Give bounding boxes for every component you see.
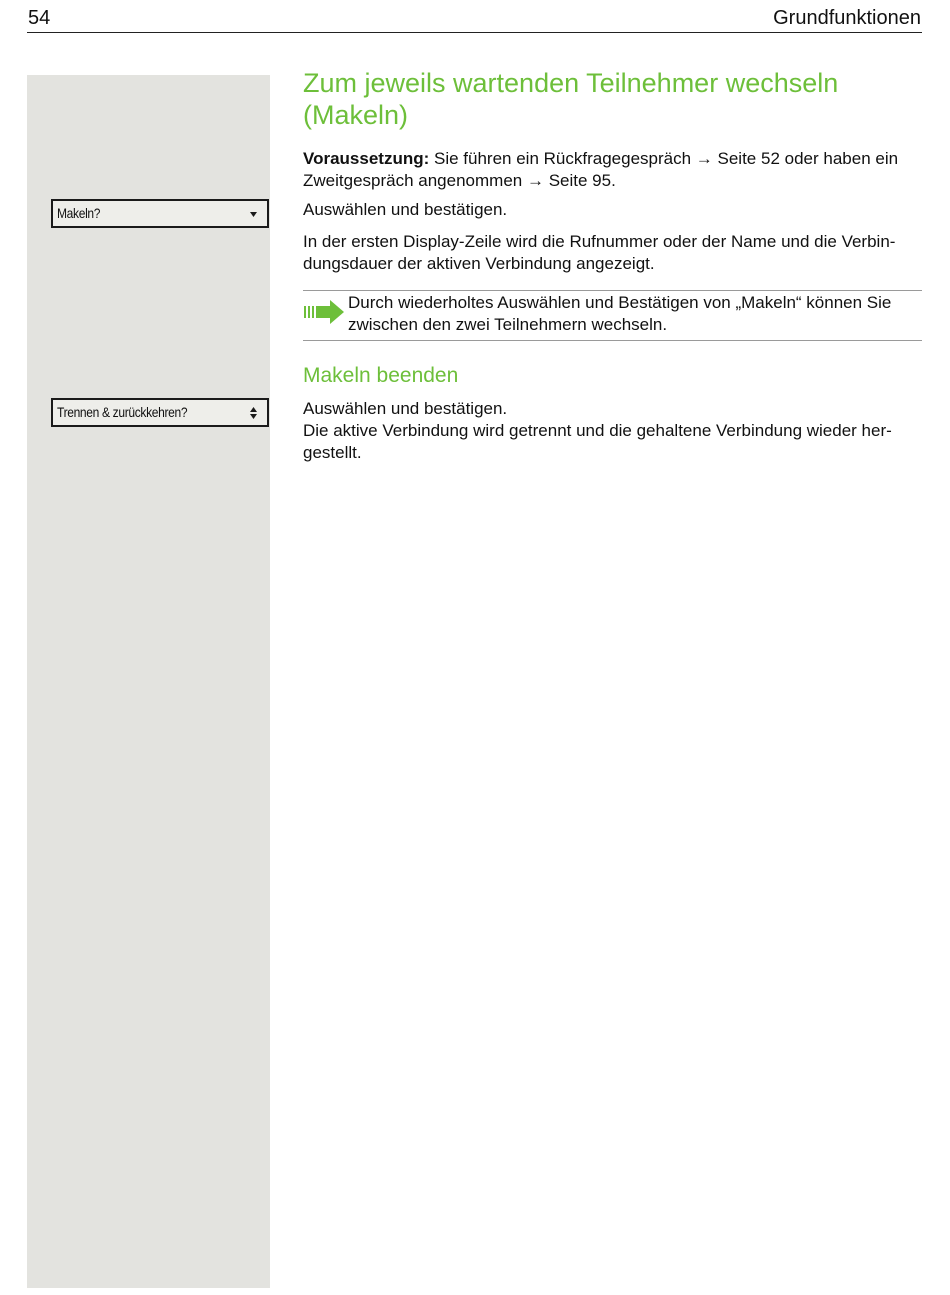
header-divider [27, 32, 922, 33]
display-item-label: Makeln? [57, 205, 101, 221]
page-number: 54 [28, 7, 51, 29]
section-title: Zum jeweils wartenden Teilnehmer wechseln (Makeln) [303, 68, 839, 130]
display-item-label: Trennen & zurückkehren? [57, 404, 188, 420]
subsection-title: Makeln beenden [303, 364, 459, 387]
page-link-95[interactable]: Seite 95 [548, 171, 612, 190]
instruction-select-confirm-2: Auswählen und bestätigen. [303, 399, 508, 418]
arrow-icon: → [695, 149, 713, 168]
chapter-title: Grundfunktionen [773, 7, 921, 29]
note-bottom-rule [303, 340, 922, 341]
prerequisite-end: . [611, 171, 616, 190]
dropdown-arrow-icon [249, 206, 258, 222]
note-top-rule [303, 290, 922, 291]
arrow-icon: → [526, 171, 544, 190]
scroll-updown-icon [249, 405, 258, 421]
prerequisite-text-1: Sie führen ein Rückfragegespräch [434, 149, 692, 168]
note-text: Durch wiederholtes Auswählen und Bestätigen von „Makeln“ können Sie zwischen den zwei Teilnehmern wechseln. [348, 293, 892, 334]
instruction-select-confirm: Auswählen und bestätigen. [303, 200, 508, 219]
note-arrow-icon [303, 299, 345, 325]
display-sidebar [27, 75, 270, 1288]
display-item-trennen[interactable] [51, 398, 269, 427]
prerequisite-paragraph [303, 148, 925, 192]
display-item-makeln[interactable] [51, 199, 269, 228]
prerequisite-text-2: oder haben ein Zweitgespräch angenommen [303, 149, 899, 190]
prerequisite-label: Voraussetzung: [303, 149, 430, 168]
result-paragraph: Die aktive Verbindung wird getrennt und die gehaltene Verbindung wieder her-gestellt. [303, 421, 892, 462]
page-link-52[interactable]: Seite 52 [717, 149, 780, 168]
display-info-paragraph: In der ersten Display-Zeile wird die Rufnummer oder der Name und die Verbin-dungsdauer der aktiven Verbindung angezeigt. [303, 232, 896, 273]
